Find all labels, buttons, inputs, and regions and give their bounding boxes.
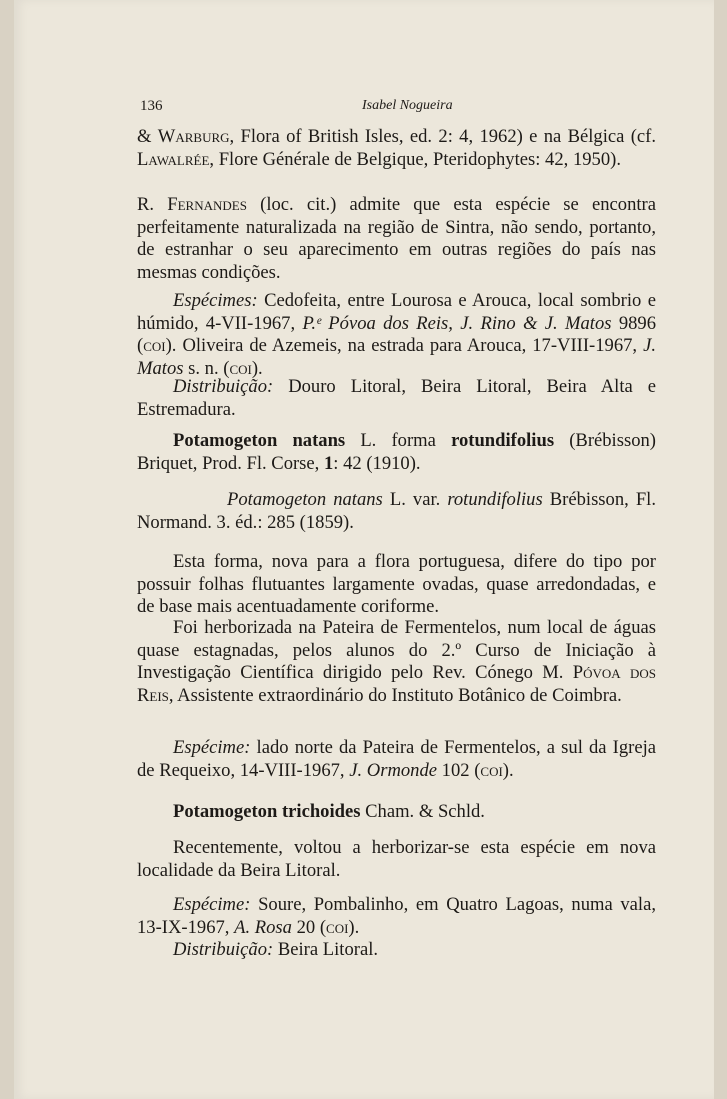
page-number: 136 — [140, 98, 163, 114]
paragraph-synonym: Potamogeton natans L. var. rotundifolius Brébisson, Fl. Normand. 3. éd.: 285 (1859). — [137, 489, 656, 533]
collector-rosa: A. Rosa — [234, 916, 292, 938]
taxon-name: Potamogeton natans — [173, 430, 346, 451]
herbarium-code: (coi) — [223, 357, 259, 379]
author-lawalree: Lawalrée — [137, 148, 210, 170]
herbarium-code: (coi) — [137, 335, 172, 357]
paragraph-collection-note: Foi herborizada na Pateira de Fermentelos, num local de águas quase estagnadas, pelos alunos do 2.º Curso de Iniciação à Investigação Científica dirigido pelo Rev. Cónego M. Póvoa dos Reis, Assistente extraordinário do Instituto Botânico de Coimbra. — [137, 617, 656, 706]
distribution-label: Distribuição: — [173, 376, 274, 397]
specimen-label: Espécime: — [173, 894, 251, 915]
synonym-name: Potamogeton natans — [227, 489, 383, 510]
running-header — [140, 98, 656, 120]
taxon-name: Potamogeton trichoides — [173, 801, 361, 822]
paragraph-specimens: Espécimes: Cedofeita, entre Lourosa e Arouca, local sombrio e húmido, 4-VII-1967, P.ᵉ Póvoa dos Reis, J. Rino & J. Matos 9896 (coi). Oliveira de Azemeis, na estrada para Arouca, 17-VIII-1967, J. Matos s. n. (coi). — [137, 290, 657, 379]
author-povoa-reis: Póvoa dos Reis — [137, 662, 656, 706]
paragraph-taxon-natans-forma: Potamogeton natans L. forma rotundifolius (Brébisson) Briquet, Prod. Fl. Corse, 1: 42 (1910). — [137, 430, 656, 474]
collector-ormonde: J. Ormonde — [349, 759, 438, 781]
variety-name: rotundifolius — [447, 489, 543, 510]
herbarium-code: (coi) — [474, 759, 509, 781]
collector-matos: J. Matos — [137, 335, 656, 379]
paragraph-specimen-fermentelos: Espécime: lado norte da Pateira de Fermentelos, a sul da Igreja de Requeixo, 14-VIII-1967, J. Ormonde 102 (coi). — [137, 737, 656, 781]
paragraph-recent: Recentemente, voltou a herborizar-se esta espécie em nova localidade da Beira Litoral. — [137, 837, 656, 881]
running-head-author: Isabel Nogueira — [362, 98, 453, 113]
author-fernandes: Fernandes — [167, 194, 247, 215]
paragraph-taxon-trichoides: Potamogeton trichoides Cham. & Schld. — [173, 801, 485, 822]
paragraph-distribution-1: Distribuição: Douro Litoral, Beira Litoral, Beira Alta e Estremadura. — [137, 376, 656, 420]
distribution-label: Distribuição: — [173, 939, 274, 960]
paragraph-distribution-2: Distribuição: Beira Litoral. — [173, 939, 379, 960]
specimen-label: Espécime: — [173, 737, 251, 758]
forma-name: rotundifolius — [451, 430, 555, 451]
paragraph-specimen-soure: Espécime: Soure, Pombalinho, em Quatro Lagoas, numa vala, 13-IX-1967, A. Rosa 20 (coi). — [137, 894, 656, 938]
herbarium-code: (coi) — [319, 916, 355, 938]
author-warburg: Warburg — [157, 126, 230, 147]
specimens-label: Espécimes: — [173, 290, 258, 311]
paragraph-fernandes: R. Fernandes (loc. cit.) admite que esta espécie se encontra perfeitamente naturalizada na região de Sintra, não sendo, portanto, de estranhar o seu aparecimento em outras regiões do país nas mesmas condições. — [137, 194, 656, 283]
paragraph-references: & Warburg, Flora of British Isles, ed. 2: 4, 1962) e na Bélgica (cf. Lawalrée, Flore Générale de Belgique, Pteridophytes: 42, 1950). — [137, 126, 656, 170]
collectors-1: P.ᵉ Póvoa dos Reis, J. Rino & J. Matos — [302, 312, 612, 334]
paragraph-description: Esta forma, nova para a flora portuguesa, difere do tipo por possuir folhas flutuantes largamente ovadas, quase arredondadas, e de base mais acentuadamente coriforme. — [137, 551, 656, 618]
